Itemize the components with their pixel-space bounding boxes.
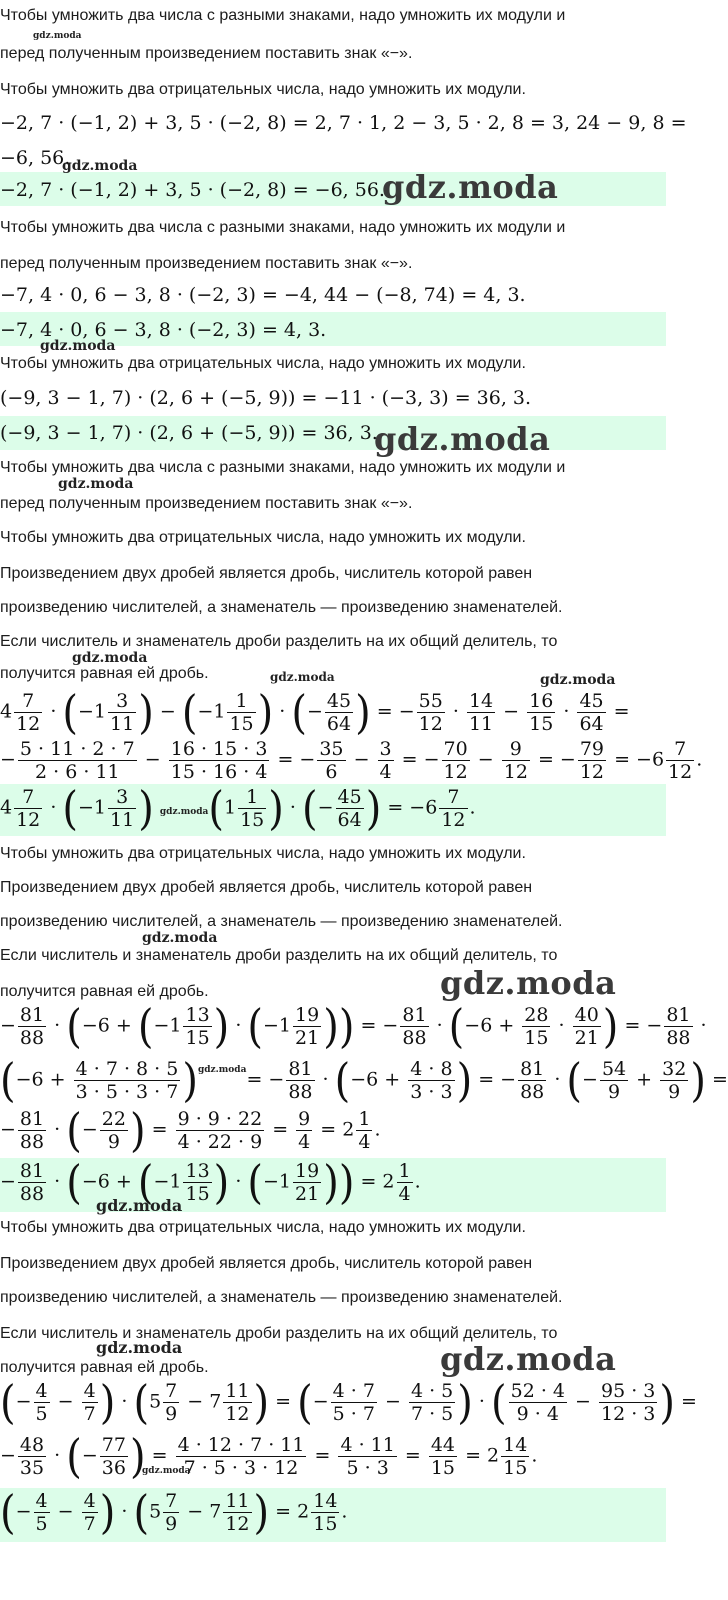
math-answer: (−9, 3 − 1, 7) · (2, 6 + (−5, 9)) = 36, 3. bbox=[0, 422, 378, 444]
watermark: gdz.moda bbox=[96, 1338, 183, 1357]
rule-text: Если числитель и знаменатель дроби разделить на их общий делитель, то bbox=[0, 947, 558, 964]
watermark: gdz.moda bbox=[540, 672, 616, 688]
math-answer: (− $\frac{4}{5}$ − $\frac{4}{7}$ ) · (5 $\frac{7}{9}$ − 7 $\frac{11}{12}$ ) = 2 $\frac{14}{15}$ . bbox=[0, 1486, 348, 1539]
watermark: gdz.moda bbox=[142, 1466, 191, 1476]
math-answer: 4 $\frac{7}{12}$ · (−1 $\frac{3}{11}$ ) gdz.moda(1 $\frac{1}{15}$ ) · (− $\frac{45}{64}$ ) = −6 $\frac{7}{12}$ . bbox=[0, 782, 476, 835]
rule-text: Если числитель и знаменатель дроби разделить на их общий делитель, то bbox=[0, 633, 558, 650]
math-answer: −2, 7 · (−1, 2) + 3, 5 · (−2, 8) = −6, 56. bbox=[0, 179, 385, 201]
rule-text: Чтобы умножить два числа с разными знаками, надо умножить их модули и bbox=[0, 219, 566, 236]
math-line: −7, 4 · 0, 6 − 3, 8 · (−2, 3) = −4, 44 − (−8, 74) = 4, 3. bbox=[0, 284, 526, 306]
rule-text: Произведением двух дробей является дробь, числитель которой равен bbox=[0, 1255, 533, 1272]
watermark: gdz.moda bbox=[382, 168, 559, 206]
math-line: −2, 7 · (−1, 2) + 3, 5 · (−2, 8) = 2, 7 · 1, 2 − 3, 5 · 2, 8 = 3, 24 − 9, 8 = bbox=[0, 112, 687, 134]
math-line: − $\frac{5 \cdot 11 \cdot 2 \cdot 7}{2 \cdot 6 \cdot 11}$ − $\frac{16 \cdot 15 \cdot 3}{15 \cdot 16 \cdot 4}$ = − $\frac{35}{6}$ − $\frac{3}{4}$ = − $\frac{70}{12}$ − $\frac{9}{12}$ = − $\frac{79}{12}$ = −6 $\frac{7}{12}$ . bbox=[0, 738, 703, 783]
math-line: (−9, 3 − 1, 7) · (2, 6 + (−5, 9)) = −11 · (−3, 3) = 36, 3. bbox=[0, 387, 532, 409]
rule-text: Чтобы умножить два отрицательных числа, надо умножить их модули. bbox=[0, 529, 526, 546]
rule-text: Чтобы умножить два отрицательных числа, надо умножить их модули. bbox=[0, 81, 526, 98]
watermark: gdz.moda bbox=[440, 1340, 617, 1378]
watermark: gdz.moda bbox=[270, 670, 335, 684]
rule-text: получится равная ей дробь. bbox=[0, 983, 209, 1000]
rule-text: Чтобы умножить два числа с разными знаками, надо умножить их модули и bbox=[0, 459, 566, 476]
rule-text: Если числитель и знаменатель дроби разделить на их общий делитель, то bbox=[0, 1325, 558, 1342]
watermark: gdz.moda bbox=[40, 338, 116, 354]
watermark: gdz.moda bbox=[62, 158, 138, 174]
watermark: gdz.moda bbox=[159, 806, 209, 817]
math-line: −6, 56. bbox=[0, 147, 71, 169]
rule-text: Чтобы умножить два числа с разными знаками, надо умножить их модули и bbox=[0, 7, 566, 24]
watermark: gdz.moda bbox=[197, 1064, 247, 1075]
watermark: gdz.moda bbox=[440, 964, 617, 1002]
rule-text: произведению числителей, а знаменатель — произведению знаменателей. bbox=[0, 1289, 563, 1306]
rule-text: Произведением двух дробей является дробь, числитель которой равен bbox=[0, 879, 533, 896]
watermark: gdz.moda bbox=[58, 476, 134, 492]
math-answer: − $\frac{81}{88}$ · (−6 + (−1 $\frac{13}{15}$ ) · (−1 $\frac{19}{21}$ )) = 2 $\frac{1}{4}$ . bbox=[0, 1156, 421, 1209]
math-line: − $\frac{48}{35}$ · (− $\frac{77}{36}$ ) = $\frac{4 \cdot 12 \cdot 7 \cdot 11}{7 \cdot 5 \cdot 3 \cdot 12}$ = $\frac{4 \cdot 11}{5 \cdot 3}$ = $\frac{44}{15}$ = 2 $\frac{14}{15}$ . bbox=[0, 1430, 538, 1483]
math-line: − $\frac{81}{88}$ · (− $\frac{22}{9}$ ) = $\frac{9 \cdot 9 \cdot 22}{4 \cdot 22 \cdot 9}$ = $\frac{9}{4}$ = 2 $\frac{1}{4}$ . bbox=[0, 1104, 381, 1157]
math-line: − $\frac{81}{88}$ · (−6 + (−1 $\frac{13}{15}$ ) · (−1 $\frac{19}{21}$ )) = − $\frac{81}{88}$ · (−6 + $\frac{28}{15}$ · $\frac{40}{21}$ ) = − $\frac{81}{88}$ · bbox=[0, 1000, 707, 1053]
rule-text: перед полученным произведением поставить знак «−». bbox=[0, 45, 413, 62]
rule-text: получится равная ей дробь. bbox=[0, 1359, 209, 1376]
rule-text: Чтобы умножить два отрицательных числа, надо умножить их модули. bbox=[0, 355, 526, 372]
rule-text: получится равная ей дробь. bbox=[0, 665, 209, 682]
rule-text: перед полученным произведением поставить знак «−». bbox=[0, 495, 413, 512]
math-line: (−6 + $\frac{4 \cdot 7 \cdot 8 \cdot 5}{3 \cdot 5 \cdot 3 \cdot 7}$ )$^{gdz.moda}$= − $\frac{81}{88}$ · (−6 + $\frac{4 \cdot 8}{3 \cdot 3}$ ) = − $\frac{81}{88}$ · (− $\frac{54}{9}$ + $\frac{32}{9}$ ) = bbox=[0, 1054, 728, 1107]
rule-text: Чтобы умножить два отрицательных числа, надо умножить их модули. bbox=[0, 845, 526, 862]
watermark: gdz.moda bbox=[142, 930, 218, 946]
rule-text: произведению числителей, а знаменатель — произведению знаменателей. bbox=[0, 599, 563, 616]
rule-text: Произведением двух дробей является дробь, числитель которой равен bbox=[0, 565, 533, 582]
rule-text: перед полученным произведением поставить знак «−». bbox=[0, 255, 413, 272]
watermark: gdz.moda bbox=[96, 1196, 183, 1215]
rule-text: произведению числителей, а знаменатель — произведению знаменателей. bbox=[0, 913, 563, 930]
math-line: 4 $\frac{7}{12}$ · (−1 $\frac{3}{11}$ ) − (−1 $\frac{1}{15}$ ) · (− $\frac{45}{64}$ ) = − $\frac{55}{12}$ · $\frac{14}{11}$ − $\frac{16}{15}$ · $\frac{45}{64}$ = bbox=[0, 686, 630, 739]
rule-text: Чтобы умножить два отрицательных числа, надо умножить их модули. bbox=[0, 1219, 526, 1236]
watermark: gdz.moda bbox=[374, 420, 551, 458]
math-answer: −7, 4 · 0, 6 − 3, 8 · (−2, 3) = 4, 3. bbox=[0, 319, 327, 341]
watermark: gdz.moda bbox=[72, 650, 148, 666]
math-line: (− $\frac{4}{5}$ − $\frac{4}{7}$ ) · (5 $\frac{7}{9}$ − 7 $\frac{11}{12}$ ) = (− $\frac{4 \cdot 7}{5 \cdot 7}$ − $\frac{4 \cdot 5}{7 \cdot 5}$ ) · ( $\frac{52 \cdot 4}{9 \cdot 4}$ − $\frac{95 \cdot 3}{12 \cdot 3}$ ) = bbox=[0, 1376, 697, 1429]
watermark: gdz.moda bbox=[33, 31, 82, 41]
